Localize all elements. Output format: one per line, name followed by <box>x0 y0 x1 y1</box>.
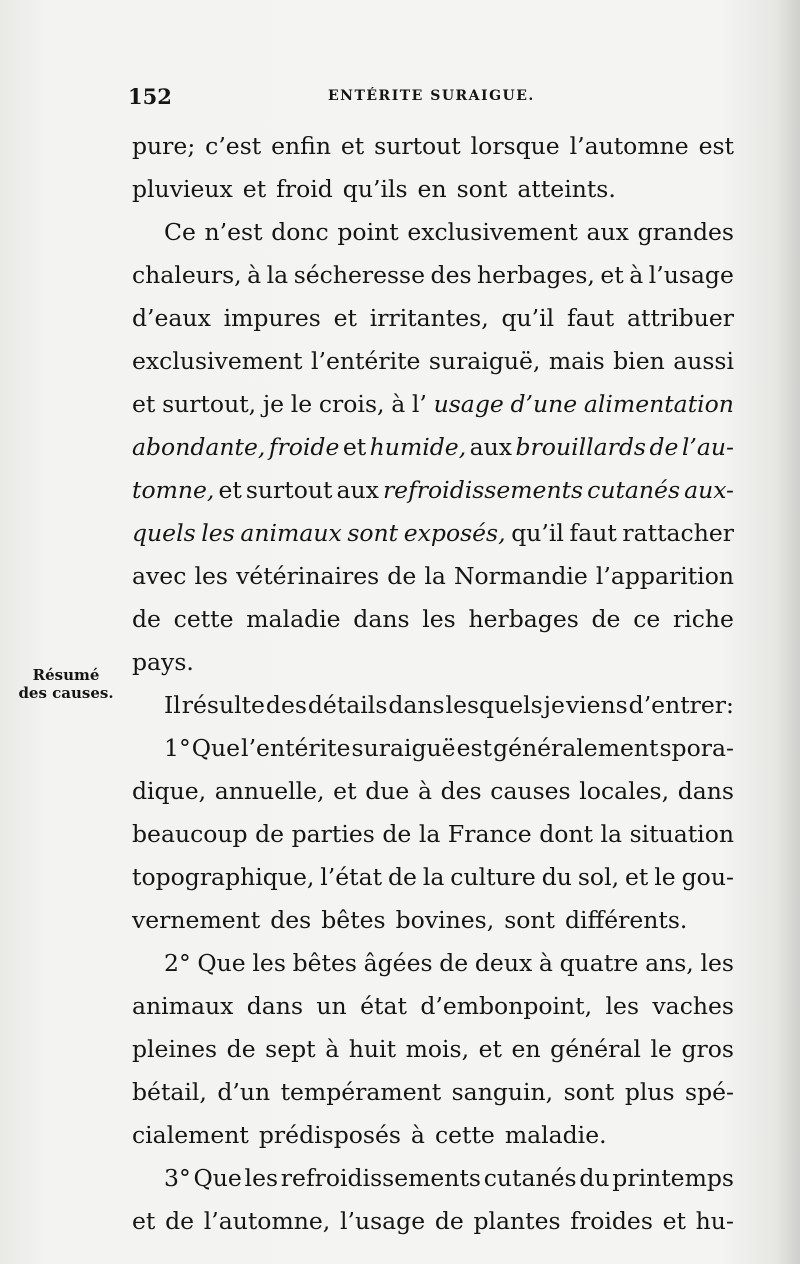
text-line <box>132 168 734 211</box>
word: à <box>629 261 644 289</box>
word: généralement <box>493 734 659 762</box>
word: le <box>654 863 676 891</box>
word: à <box>410 1121 425 1149</box>
word: ce <box>633 605 661 633</box>
word: les <box>252 949 286 977</box>
word: je <box>543 691 565 719</box>
word: deux <box>474 949 533 977</box>
text-line <box>132 1157 734 1200</box>
text-line <box>132 254 734 297</box>
word: refroidissements <box>280 1164 481 1192</box>
word: cialement <box>132 1121 249 1149</box>
word: vernement <box>132 906 261 934</box>
word: bovines, <box>395 906 495 934</box>
word: cutanés <box>483 1164 577 1192</box>
word: le <box>650 1035 672 1063</box>
word: France <box>447 820 532 848</box>
word: surtout <box>374 132 461 160</box>
word: sept <box>265 1035 316 1063</box>
word: usage <box>433 390 504 418</box>
word: causes <box>490 777 571 805</box>
word: 2° <box>164 949 191 977</box>
word: l’usage <box>648 261 734 289</box>
word: d’entrer: <box>628 691 734 719</box>
word: bétail, <box>132 1078 207 1106</box>
word: riche <box>672 605 734 633</box>
text-line <box>132 985 734 1028</box>
word: l’automne <box>569 132 689 160</box>
word: aux <box>336 476 379 504</box>
word: et <box>340 132 365 160</box>
word: suraiguë, <box>428 347 541 375</box>
word: du <box>579 1164 610 1192</box>
word: Ce <box>164 218 196 246</box>
word: herbages <box>468 605 579 633</box>
text-line <box>132 598 734 641</box>
word: exposés, <box>403 519 506 547</box>
word: est <box>456 734 493 762</box>
word: sanguin, <box>451 1078 554 1106</box>
word: cutanés <box>587 476 681 504</box>
word: la <box>422 863 445 891</box>
word: lesquels <box>445 691 543 719</box>
word: quels <box>132 519 196 547</box>
text-line <box>132 555 734 598</box>
word: grandes <box>637 218 734 246</box>
text-line <box>132 641 734 684</box>
word: lorsque <box>470 132 560 160</box>
text-line <box>132 1200 734 1243</box>
margin-note-line: Résumé <box>32 666 100 684</box>
word: sont <box>347 519 399 547</box>
text-line <box>132 942 734 985</box>
text-line <box>132 340 734 383</box>
word: froid <box>276 175 333 203</box>
word: vétérinaires <box>236 562 380 590</box>
word: froide <box>268 433 340 461</box>
word: cette <box>173 605 234 633</box>
word: l’entérite <box>310 347 421 375</box>
word: abondante, <box>132 433 266 461</box>
word: mois, <box>405 1035 470 1063</box>
word: animaux <box>132 992 234 1020</box>
word: pluvieux <box>132 175 233 203</box>
word: la <box>418 820 441 848</box>
word: les <box>605 992 639 1020</box>
margin-note <box>18 666 114 702</box>
word: l’état <box>320 863 383 891</box>
word: à <box>391 390 406 418</box>
word: gou- <box>681 863 734 891</box>
word: résulte <box>181 691 265 719</box>
word: bêtes <box>292 949 357 977</box>
word: général <box>550 1035 641 1063</box>
word: avec <box>132 562 187 590</box>
word: dans <box>246 992 303 1020</box>
text-line <box>132 1071 734 1114</box>
word: dont <box>539 820 593 848</box>
word: les <box>244 1164 279 1192</box>
word: la <box>600 820 623 848</box>
word: et <box>242 175 267 203</box>
word: d’eaux <box>132 304 211 332</box>
word: dique, <box>132 777 207 805</box>
body-text <box>132 125 734 1243</box>
word: à <box>538 949 553 977</box>
text-line <box>132 211 734 254</box>
word: situation <box>629 820 734 848</box>
word: suraiguë <box>351 734 456 762</box>
word: Il <box>164 691 181 719</box>
word: annuelle, <box>214 777 325 805</box>
word: sol, <box>577 863 620 891</box>
word: l’apparition <box>595 562 734 590</box>
word: irritantes, <box>369 304 489 332</box>
word: état <box>360 992 407 1020</box>
word: la <box>266 261 289 289</box>
word: des <box>440 777 482 805</box>
word: cette <box>434 1121 495 1149</box>
word: chaleurs, <box>132 261 242 289</box>
text-line <box>132 856 734 899</box>
word: parties <box>291 820 375 848</box>
word: et <box>132 390 156 418</box>
word: crois, <box>318 390 385 418</box>
word: du <box>541 863 572 891</box>
word: de <box>591 605 621 633</box>
word: qu’il <box>511 519 564 547</box>
word: quatre <box>559 949 639 977</box>
word: d’embonpoint, <box>420 992 593 1020</box>
word: et <box>342 433 367 461</box>
word: l’entérite <box>241 734 351 762</box>
word: surtout, <box>162 390 257 418</box>
word: aux <box>586 218 629 246</box>
text-line <box>132 297 734 340</box>
word: de <box>387 562 417 590</box>
word: aux- <box>684 476 734 504</box>
word: d’un <box>217 1078 271 1106</box>
word: et <box>600 261 624 289</box>
word: de <box>439 949 469 977</box>
word: faut <box>569 519 617 547</box>
word: bêtes <box>321 906 386 934</box>
word: maladie <box>246 605 341 633</box>
margin-note-line: des causes. <box>18 684 114 702</box>
text-line <box>132 1114 734 1157</box>
word: l’ <box>411 390 427 418</box>
word: et <box>478 1035 502 1063</box>
text-line <box>132 684 734 727</box>
word: le <box>290 390 313 418</box>
word: maladie. <box>504 1121 607 1149</box>
word: viens <box>565 691 628 719</box>
word: de <box>649 433 679 461</box>
word: les <box>201 519 235 547</box>
word: et <box>333 777 357 805</box>
word: qu’ils <box>342 175 408 203</box>
word: enfin <box>271 132 331 160</box>
word: sont <box>563 1078 615 1106</box>
word: gros <box>681 1035 734 1063</box>
word: dans <box>388 691 445 719</box>
word: point <box>337 218 399 246</box>
text-line <box>132 770 734 813</box>
word: pure; <box>132 132 196 160</box>
word: je <box>262 390 285 418</box>
word: c’est <box>205 132 262 160</box>
word: de <box>226 1035 256 1063</box>
word: différents. <box>564 906 688 934</box>
word: dans <box>353 605 410 633</box>
word: la <box>424 562 446 590</box>
word: faut <box>566 304 615 332</box>
text-line <box>132 899 734 942</box>
word: froides <box>570 1207 653 1235</box>
word: prédisposés <box>258 1121 401 1149</box>
text-line <box>132 512 734 555</box>
word: spé- <box>685 1078 734 1106</box>
word: âgées <box>363 949 433 977</box>
word: hu- <box>695 1207 734 1235</box>
word: et <box>662 1207 686 1235</box>
word: qu’il <box>501 304 555 332</box>
word: n’est <box>204 218 263 246</box>
word: de <box>387 863 417 891</box>
word: Que <box>193 1164 242 1192</box>
text-line <box>132 426 734 469</box>
word: de <box>132 605 161 633</box>
word: 1° <box>164 734 191 762</box>
word: à <box>417 777 432 805</box>
word: de <box>255 820 285 848</box>
word: sécheresse <box>293 261 426 289</box>
word: surtout <box>245 476 333 504</box>
word: tomne, <box>132 476 215 504</box>
word: ans, <box>645 949 694 977</box>
word: aussi <box>673 347 734 375</box>
running-head: ENTÉRITE SURAIGUE. <box>328 88 535 104</box>
word: 3° <box>164 1164 191 1192</box>
word: Que <box>191 734 241 762</box>
word: de <box>165 1207 195 1235</box>
word: attribuer <box>627 304 734 332</box>
word: mais <box>548 347 605 375</box>
word: les <box>700 949 734 977</box>
word: vaches <box>652 992 734 1020</box>
word: bien <box>613 347 665 375</box>
word: spora- <box>659 734 734 762</box>
word: exclusivement <box>407 218 578 246</box>
word: culture <box>450 863 536 891</box>
text-line <box>132 469 734 512</box>
word: plantes <box>473 1207 561 1235</box>
word: due <box>365 777 410 805</box>
word: rattacher <box>622 519 734 547</box>
word: des <box>265 691 307 719</box>
word: beaucoup <box>132 820 248 848</box>
word: détails <box>307 691 388 719</box>
word: l’usage <box>339 1207 426 1235</box>
word: et <box>132 1207 156 1235</box>
word: brouillards <box>515 433 646 461</box>
text-line <box>132 125 734 168</box>
word: d’une <box>510 390 578 418</box>
page-header <box>128 84 728 114</box>
text-line <box>132 813 734 856</box>
word: huit <box>348 1035 397 1063</box>
word: à <box>247 261 262 289</box>
word: et <box>333 304 357 332</box>
word: Normandie <box>453 562 588 590</box>
word: refroidissements <box>382 476 584 504</box>
word: un <box>316 992 347 1020</box>
word: des <box>270 906 312 934</box>
word: donc <box>271 218 329 246</box>
word: aux <box>469 433 513 461</box>
word: et <box>218 476 242 504</box>
word: les <box>422 605 456 633</box>
word: Que <box>197 949 246 977</box>
word: de <box>382 820 412 848</box>
page-number: 152 <box>128 84 172 109</box>
word: sont <box>456 175 508 203</box>
word: des <box>430 261 472 289</box>
word: plus <box>624 1078 675 1106</box>
word: atteints. <box>517 175 616 203</box>
text-line <box>132 727 734 770</box>
word: locales, <box>579 777 670 805</box>
word: alimentation <box>583 390 734 418</box>
word: animaux <box>240 519 342 547</box>
word: exclusivement <box>132 347 303 375</box>
word: à <box>325 1035 340 1063</box>
text-line <box>132 383 734 426</box>
word: et <box>625 863 649 891</box>
word: sont <box>504 906 555 934</box>
word: en <box>511 1035 541 1063</box>
word: de <box>434 1207 464 1235</box>
word: les <box>194 562 228 590</box>
word: impures <box>223 304 321 332</box>
word: printemps <box>612 1164 734 1192</box>
word: en <box>417 175 447 203</box>
word: pays. <box>132 648 194 676</box>
text-line <box>132 1028 734 1071</box>
word: topographique, <box>132 863 315 891</box>
word: l’au- <box>681 433 734 461</box>
word: herbages, <box>477 261 595 289</box>
word: humide, <box>369 433 467 461</box>
word: dans <box>677 777 734 805</box>
word: est <box>698 132 734 160</box>
word: tempérament <box>280 1078 442 1106</box>
word: pleines <box>132 1035 218 1063</box>
word: l’automne, <box>203 1207 331 1235</box>
